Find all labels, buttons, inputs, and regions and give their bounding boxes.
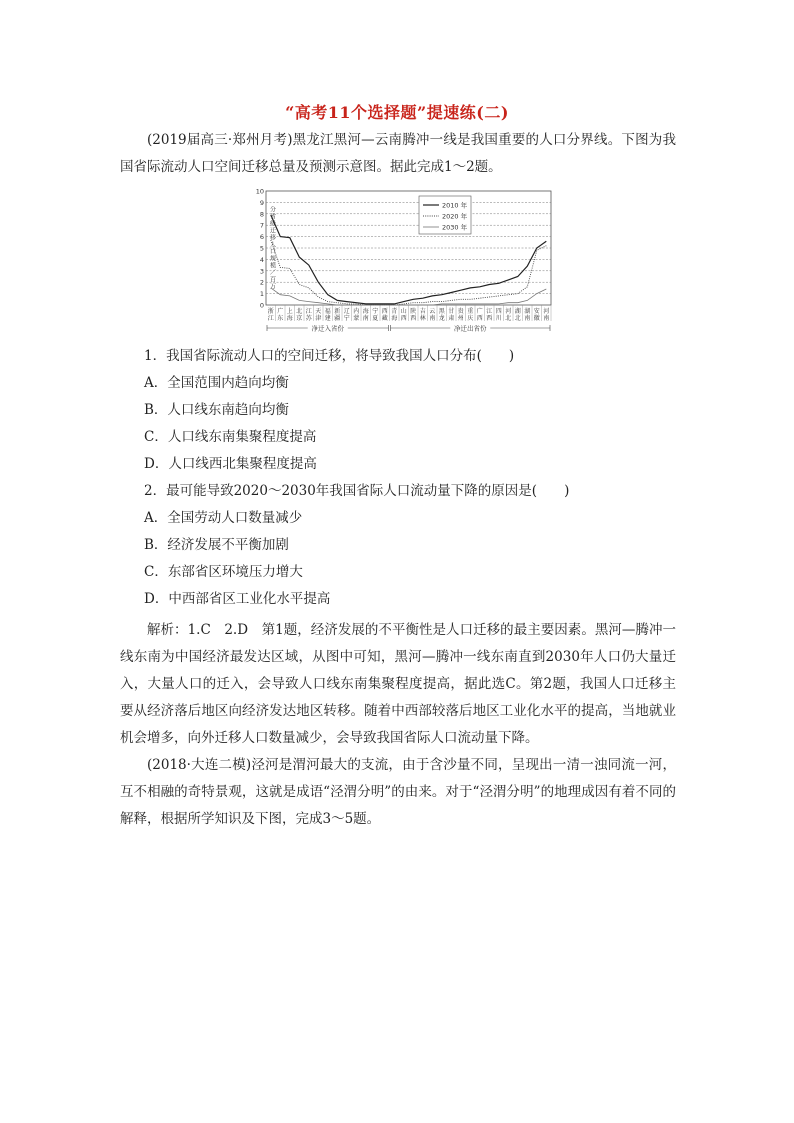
x-tick-label: 苏 — [305, 315, 312, 322]
x-tick-label: 西 — [400, 315, 407, 322]
x-tick-label: 黑 — [438, 308, 445, 315]
question-2-option-c: C．东部省区环境压力增大 — [144, 564, 303, 580]
x-tick-label: 内 — [353, 308, 360, 315]
x-tick-label: 广 — [277, 308, 284, 315]
y-tick-label: 10 — [255, 187, 264, 196]
x-tick-label: 天 — [315, 308, 322, 315]
x-tick-label: 湖 — [524, 308, 531, 315]
x-tick-label: 林 — [419, 315, 426, 322]
x-tick-label: 南 — [362, 315, 369, 322]
x-tick-label: 南 — [524, 315, 531, 322]
x-tick-label: 陕 — [410, 308, 417, 315]
x-tick-label: 青 — [391, 308, 398, 315]
x-tick-label: 西 — [410, 315, 417, 322]
x-tick-label: 海 — [286, 315, 293, 322]
x-tick-label: 东 — [277, 315, 284, 322]
x-tick-label: 浙 — [267, 308, 274, 315]
x-tick-label: 北 — [296, 308, 303, 315]
intro-paragraph-1: (2019届高三·郑州月考)黑龙江黑河—云南腾冲一线是我国重要的人口分界线。下图为我国省际流动人口空间迁移总量及预测示意图。据此完成1～2题。 — [120, 132, 676, 175]
y-tick-label: 7 — [259, 221, 264, 230]
question-2-option-a: A．全国劳动人口数量减少 — [144, 510, 303, 526]
x-tick-label: 上 — [286, 308, 293, 315]
x-tick-label: 新 — [334, 308, 341, 315]
question-1-option-c: C．人口线东南集聚程度提高 — [144, 429, 317, 445]
x-tick-label: 徽 — [533, 315, 540, 322]
x-tick-label: 广 — [476, 308, 483, 315]
x-tick-label: 四 — [495, 308, 502, 315]
group-label-1: 净迁出省份 — [454, 324, 487, 333]
intro-paragraph-2: (2018·大连二模)泾河是渭河最大的支流，由于含沙量不同，呈现出一清一浊同流一河，互不相融的奇特景观，这就是成语“泾渭分明”的由来。对于“泾渭分明”的地理成因有着不同的解释，根据所学知识及下图，完成3～5题。 — [120, 757, 676, 827]
question-2-option-d: D．中西部省区工业化水平提高 — [144, 591, 331, 607]
y-tick-label: 8 — [259, 210, 264, 219]
x-tick-label: 州 — [457, 315, 464, 322]
group-label-0: 净迁入省份 — [311, 324, 344, 333]
x-tick-label: 津 — [315, 315, 322, 322]
x-tick-label: 京 — [296, 315, 303, 322]
x-tick-label: 福 — [324, 308, 331, 315]
y-tick-label: 6 — [259, 233, 264, 242]
y-tick-label: 0 — [259, 301, 264, 310]
x-tick-label: 肃 — [448, 315, 455, 322]
x-tick-label: 建 — [324, 315, 331, 322]
x-tick-label: 云 — [429, 308, 436, 315]
x-tick-label: 北 — [514, 315, 521, 322]
x-tick-label: 安 — [533, 308, 540, 315]
x-tick-label: 蒙 — [353, 315, 360, 322]
x-tick-label: 西 — [476, 315, 483, 322]
question-1-option-a: A．全国范围内趋向均衡 — [144, 375, 289, 391]
x-tick-label: 重 — [467, 308, 474, 315]
x-tick-label: 湖 — [514, 308, 521, 315]
x-tick-label: 龙 — [438, 315, 445, 322]
x-tick-label: 北 — [505, 315, 512, 322]
legend-label-2: 2030 年 — [442, 223, 468, 232]
y-tick-label: 9 — [259, 198, 264, 207]
x-tick-label: 江 — [267, 315, 274, 322]
y-tick-label: 3 — [259, 267, 264, 276]
question-2-stem: 2．最可能导致2020～2030年我国省际人口流动量下降的原因是( ) — [144, 483, 570, 499]
question-1-option-b: B．人口线东南趋向均衡 — [144, 402, 289, 418]
x-tick-label: 江 — [305, 308, 312, 315]
x-tick-label: 海 — [362, 308, 369, 315]
x-tick-label: 川 — [495, 315, 502, 322]
x-tick-label: 江 — [486, 308, 493, 315]
x-tick-label: 庆 — [467, 315, 474, 322]
y-tick-label: 1 — [259, 290, 264, 299]
x-tick-label: 西 — [486, 315, 493, 322]
x-tick-label: 河 — [543, 308, 550, 315]
x-tick-label: 疆 — [334, 315, 341, 322]
x-tick-label: 辽 — [343, 308, 350, 315]
x-tick-label: 宁 — [372, 308, 379, 315]
y-tick-label: 5 — [259, 244, 264, 253]
x-tick-label: 甘 — [448, 308, 455, 315]
y-tick-label: 2 — [259, 278, 264, 287]
x-tick-label: 南 — [429, 315, 436, 322]
y-tick-label: 4 — [259, 255, 264, 264]
analysis-paragraph: 解析：1.C 2.D 第1题，经济发展的不平衡性是人口迁移的最主要因素。黑河—腾冲一线东南为中国经济最发达区域，从图中可知，黑河—腾冲一线东南直到2030年人口仍大量迁入，大量人口的迁入，会导致人口线东南集聚程度提高，据此选C。第2题，我国人口迁移主要从经济落后地区向经济发达地区转移。随着中西部较落后地区工业化水平的提高，当地就业机会增多，向外迁移人口数量减少，会导致我国省际人口流动量下降。 — [120, 622, 676, 746]
x-tick-label: 山 — [400, 308, 407, 315]
legend-label-0: 2010 年 — [442, 201, 468, 210]
x-tick-label: 海 — [391, 315, 398, 322]
x-tick-label: 贵 — [457, 308, 464, 315]
legend-label-1: 2020 年 — [442, 212, 468, 221]
y-axis-label: 分省级迁移人口规模／百万 — [268, 206, 276, 290]
question-2-option-b: B．经济发展不平衡加剧 — [144, 537, 289, 553]
x-tick-label: 藏 — [381, 315, 388, 322]
x-tick-label: 夏 — [372, 315, 379, 322]
question-1-option-d: D．人口线西北集聚程度提高 — [144, 456, 317, 472]
x-tick-label: 吉 — [419, 308, 426, 315]
question-1-stem: 1．我国省际流动人口的空间迁移，将导致我国人口分布( ) — [144, 348, 515, 364]
migration-chart — [255, 184, 559, 336]
x-tick-label: 南 — [543, 315, 550, 322]
page-title: “高考11个选择题”提速练(二) — [285, 103, 509, 122]
x-tick-label: 河 — [505, 308, 512, 315]
x-tick-label: 西 — [381, 308, 388, 315]
x-tick-label: 宁 — [343, 315, 350, 322]
